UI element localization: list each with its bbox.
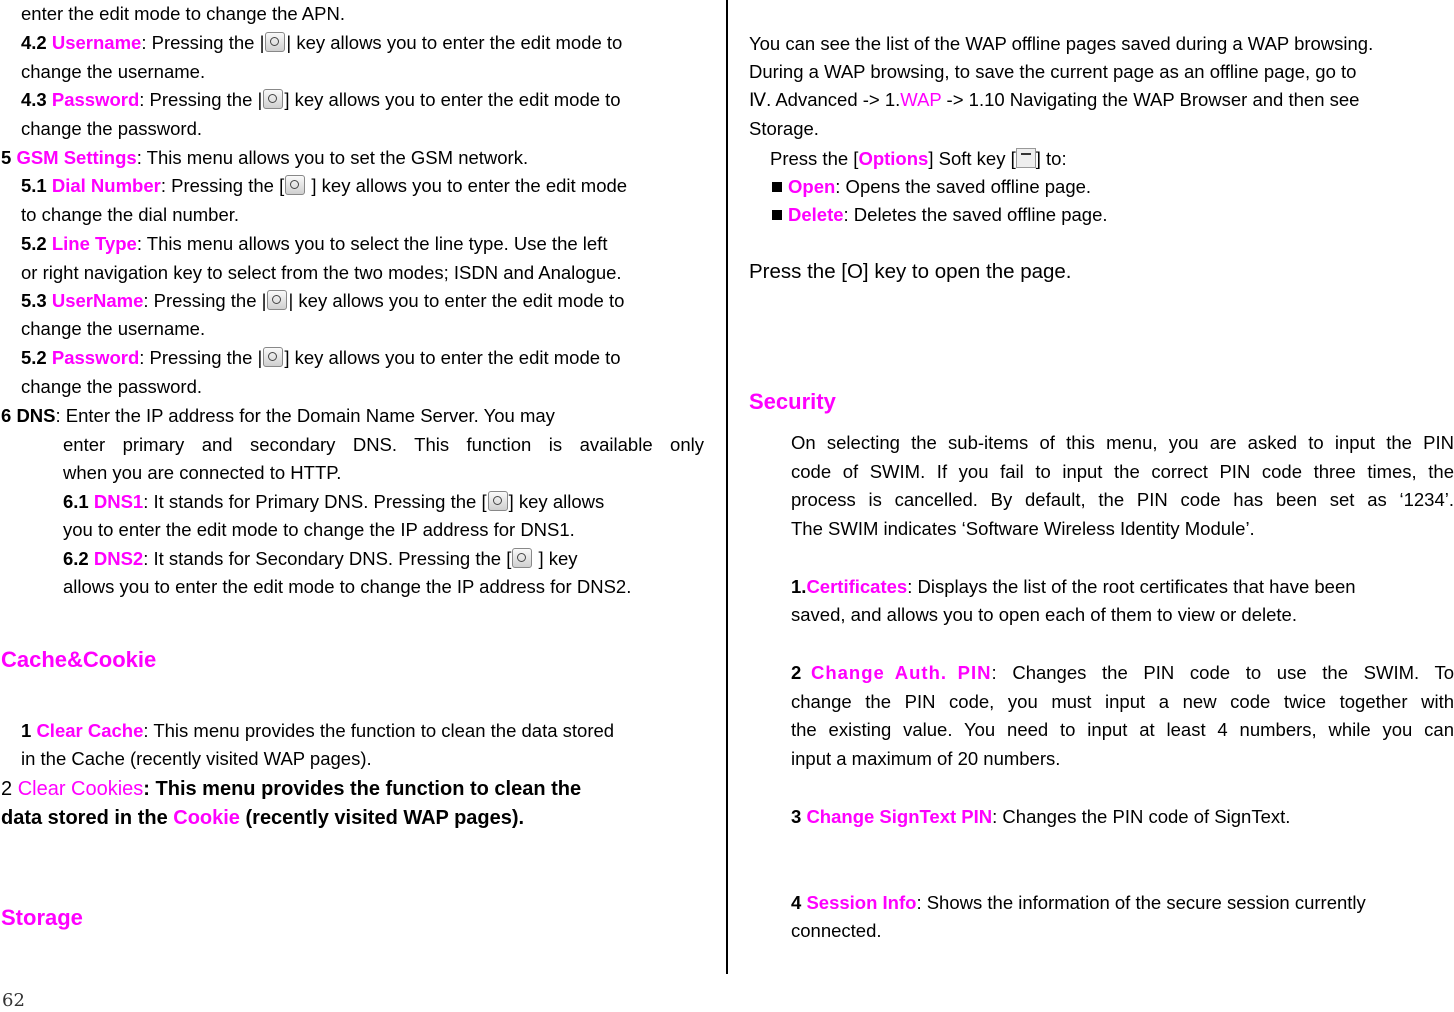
press-o-instruction: Press the [O] key to open the page. — [749, 260, 1072, 283]
ok-key-icon — [265, 32, 285, 52]
dns1-item: 6.1 DNS1: It stands for Primary DNS. Pressing the [ ] key allows — [63, 491, 605, 512]
change-signtext-pin-item: 3 Change SignText PIN: Changes the PIN code of SignText. — [791, 806, 1291, 827]
security-para-line4: The SWIM indicates ‘Software Wireless Identity Module’. — [791, 518, 1255, 539]
dns2-item: 6.2 DNS2: It stands for Secondary DNS. Pressing the [ ] key — [63, 548, 578, 569]
dial-number-line2: to change the dial number. — [21, 204, 240, 225]
gsm-password-line2: change the password. — [21, 376, 203, 397]
storage-para-line2: During a WAP browsing, to save the current page as an offline page, go to — [749, 61, 1357, 82]
ok-key-icon — [263, 347, 283, 367]
apn-password-line2: change the password. — [21, 118, 203, 139]
options-instruction: Press the [Options] Soft key [ ] to: — [770, 148, 1067, 169]
storage-para-line4: Storage. — [749, 118, 819, 139]
apn-tail-text: enter the edit mode to change the APN. — [21, 3, 345, 24]
storage-para-line1: You can see the list of the WAP offline pages saved during a WAP browsing. — [749, 33, 1374, 54]
ok-key-icon — [285, 175, 305, 195]
option-open: Open: Opens the saved offline page. — [772, 176, 1091, 198]
ok-key-icon — [488, 491, 508, 511]
bullet-square-icon — [772, 182, 782, 192]
ok-key-icon — [267, 290, 287, 310]
apn-username-item: 4.2 Username: Pressing the | | key allows you to enter the edit mode to — [21, 32, 623, 53]
dns-item: 6 DNS: Enter the IP address for the Domain Name Server. You may — [1, 405, 555, 426]
storage-para-line3: Ⅳ. Advanced -> 1.WAP -> 1.10 Navigating the WAP Browser and then see — [749, 89, 1360, 110]
certificates-item: 1.Certificates: Displays the list of the root certificates that have been — [791, 576, 1356, 597]
change-auth-pin-line2: change the PIN code, you must input a new code twice together with — [791, 691, 1454, 712]
soft-key-icon — [1016, 148, 1036, 168]
gsm-username-line2: change the username. — [21, 318, 206, 339]
dns1-line2: you to enter the edit mode to change the IP address for DNS1. — [63, 519, 575, 540]
change-auth-pin-item: 2 Change Auth. PIN: Changes the PIN code to use the SWIM. To — [791, 662, 1454, 683]
page-number: 62 — [2, 990, 25, 1011]
line-type-item: 5.2 Line Type: This menu allows you to select the line type. Use the left — [21, 233, 608, 254]
gsm-password-item: 5.2 Password: Pressing the | ] key allows you to enter the edit mode to — [21, 347, 621, 368]
security-para-line3: process is cancelled. By default, the PIN code has been set as ‘1234’. — [791, 489, 1454, 510]
gsm-username-item: 5.3 UserName: Pressing the | | key allows you to enter the edit mode to — [21, 290, 625, 311]
session-info-line2: connected. — [791, 920, 882, 941]
change-auth-pin-line4: input a maximum of 20 numbers. — [791, 748, 1061, 769]
storage-heading: Storage — [1, 905, 83, 930]
dial-number-item: 5.1 Dial Number: Pressing the [ ] key allows you to enter the edit mode — [21, 175, 628, 196]
apn-password-item: 4.3 Password: Pressing the | ] key allows you to enter the edit mode to — [21, 89, 621, 110]
clear-cookies-item: 2 Clear Cookies: This menu provides the function to clean the — [1, 778, 582, 800]
apn-username-line2: change the username. — [21, 61, 206, 82]
gsm-settings-item: 5 GSM Settings: This menu allows you to set the GSM network. — [1, 147, 529, 168]
clear-cache-item: 1 Clear Cache: This menu provides the function to clean the data stored — [21, 720, 615, 741]
clear-cache-line2: in the Cache (recently visited WAP pages). — [21, 748, 372, 769]
column-divider — [726, 0, 728, 974]
session-info-item: 4 Session Info: Shows the information of the secure session currently — [791, 892, 1366, 913]
ok-key-icon — [512, 548, 532, 568]
security-para-line1: On selecting the sub-items of this menu, you are asked to input the PIN — [791, 432, 1454, 453]
security-heading: Security — [749, 389, 836, 414]
ok-key-icon — [263, 89, 283, 109]
bullet-square-icon — [772, 210, 782, 220]
dns-line2: enter primary and secondary DNS. This function is available only — [63, 434, 704, 455]
line-type-line2: or right navigation key to select from the two modes; ISDN and Analogue. — [21, 262, 622, 283]
option-delete: Delete: Deletes the saved offline page. — [772, 204, 1108, 226]
cache-cookie-heading: Cache&Cookie — [1, 647, 157, 672]
security-para-line2: code of SWIM. If you fail to input the correct PIN code three times, the — [791, 461, 1454, 482]
certificates-line2: saved, and allows you to open each of them to view or delete. — [791, 604, 1297, 625]
dns2-line2: allows you to enter the edit mode to change the IP address for DNS2. — [63, 576, 632, 597]
dns-line3: when you are connected to HTTP. — [63, 462, 342, 483]
change-auth-pin-line3: the existing value. You need to input at least 4 numbers, while you can — [791, 719, 1454, 740]
clear-cookies-line2: data stored in the Cookie (recently visited WAP pages). — [1, 807, 525, 829]
